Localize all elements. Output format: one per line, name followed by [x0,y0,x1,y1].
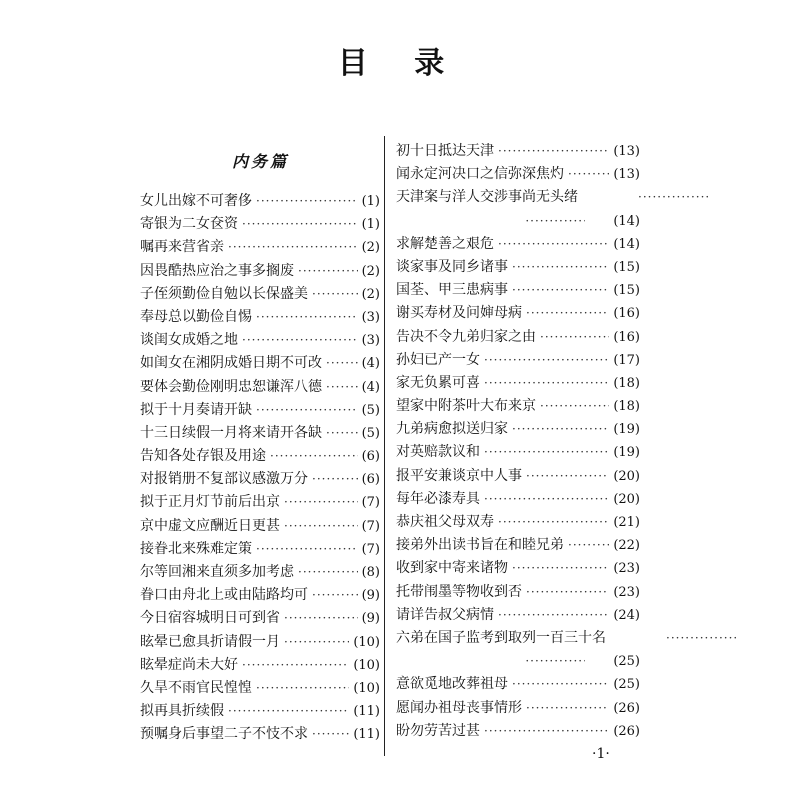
toc-entry-page: (26) [613,700,640,716]
toc-entry [396,534,640,557]
toc-entry-page: (16) [613,306,640,322]
toc-leader-dots [312,468,358,491]
toc-entry-title: 盼勿劳苦过甚 [396,722,480,739]
toc-entry-title: 久旱不雨官民惶惶 [140,679,252,696]
toc-entry-page: (22) [613,538,640,554]
toc-entry [140,654,380,677]
toc-entry-title: 收到家中寄来诸物 [396,560,508,577]
toc-entry [140,723,380,746]
toc-entry-title: 求解楚善之艰危 [396,235,494,252]
section-heading: 内务篇 [232,152,290,171]
toc-entry-title: 拟再具折续假 [140,703,224,720]
toc-entry-title: 拟于正月灯节前后出京 [140,494,280,511]
toc-right-column [396,140,640,743]
toc-entry [396,488,640,511]
toc-entry-title: 天津案与洋人交涉事尚无头绪 [396,189,578,206]
page-number: ·1· [592,746,610,762]
toc-entry-title: 意欲觅地改葬祖母 [396,676,508,693]
toc-leader-dots [312,723,349,746]
toc-entry-page: (7) [361,541,380,557]
toc-entry [140,376,380,399]
toc-entry-title: 报平安兼谈京中人事 [396,467,522,484]
toc-entry [140,631,380,654]
toc-entry-title: 对报销册不复部议感激万分 [140,471,308,488]
toc-entry [140,283,380,306]
toc-entry-page: (14) [613,236,640,252]
toc-leader-dots [540,326,609,349]
toc-entry-page: (25) [613,654,640,670]
toc-entry-page: (24) [613,607,640,623]
toc-entry-page: (11) [353,704,380,720]
toc-left-column [140,190,380,747]
toc-entry-title: 子侄须勤俭自勉以长保盛美 [140,285,308,302]
toc-entry-page: (26) [613,723,640,739]
toc-entry-title: 闻永定河决口之信弥深焦灼 [396,166,564,183]
toc-entry-page: (14) [613,213,640,229]
toc-entry-page: (16) [613,329,640,345]
toc-entry-title: 请详告叔父病情 [396,606,494,623]
toc-entry-title: 眩晕症尚未大好 [140,656,238,673]
toc-leader-dots [256,399,358,422]
toc-leader-dots [326,422,358,445]
toc-entry-page: (3) [361,333,380,349]
toc-entry-page: (1) [361,217,380,233]
toc-leader-dots [512,557,609,580]
toc-entry-page: (19) [613,422,640,438]
toc-entry-title: 孙妇已产一女 [396,351,480,368]
toc-leader-dots [512,673,609,696]
toc-entry-title: 女儿出嫁不可奢侈 [140,193,252,209]
toc-entry-title: 国荃、甲三患病事 [396,282,508,299]
toc-leader-dots [540,395,609,418]
toc-entry-title: 如闺女在湘阴成婚日期不可改 [140,355,322,372]
toc-entry-page: (23) [613,561,640,577]
toc-entry-page: (8) [361,565,380,580]
toc-leader-dots [326,352,358,375]
toc-entry [396,186,640,209]
toc-leader-dots [242,654,349,677]
toc-entry-title: 托带闱墨等物收到否 [396,583,522,600]
toc-entry [396,581,640,604]
toc-entry [140,677,380,700]
toc-entry-title: 十三日续假一月将来请开各缺 [140,424,322,441]
toc-leader-dots [638,186,708,209]
toc-entry-title: 谢买寿材及问婶母病 [396,305,522,322]
toc-entry-page: (21) [613,515,640,530]
toc-entry [396,418,640,441]
toc-entry-title: 告知各处存银及用途 [140,448,266,465]
toc-entry-title: 九弟病愈拟送归家 [396,421,508,438]
toc-leader-dots [525,210,585,233]
toc-entry-page: (4) [361,356,380,372]
toc-entry-page: (17) [613,352,640,368]
toc-leader-dots [498,233,609,256]
toc-entry-page: (2) [361,240,380,256]
toc-entry [396,372,640,395]
toc-leader-dots [498,604,609,627]
toc-leader-dots [256,306,358,329]
toc-entry-title: 每年必漆寿具 [396,490,480,507]
toc-entry-title: 初十日抵达天津 [396,143,494,159]
toc-leader-dots [568,163,609,186]
toc-entry-page: (19) [613,445,640,461]
toc-leader-dots [284,515,358,538]
toc-leader-dots [284,491,358,514]
toc-entry-page: (10) [353,680,380,696]
toc-entry-title: 奉母总以勤俭自惕 [140,308,252,325]
column-divider [384,136,385,756]
toc-leader-dots [526,302,609,325]
toc-leader-dots [298,260,358,283]
toc-entry [396,720,640,743]
toc-entry-page: (15) [613,259,640,275]
toc-entry-page: (25) [613,677,640,693]
toc-entry-title: 京中虚文应酬近日更甚 [140,517,280,534]
toc-entry [396,233,640,256]
toc-entry-title: 谈家事及同乡诸事 [396,258,508,275]
toc-entry-page: (3) [361,309,380,325]
toc-entry-title: 接弟外出读书旨在和睦兄弟 [396,537,564,554]
toc-leader-dots [484,372,609,395]
toc-entry-page: (18) [613,399,640,415]
toc-entry-page: (5) [361,425,380,441]
toc-entry-page: (18) [613,375,640,391]
toc-entry [140,190,380,213]
toc-leader-dots [512,256,609,279]
toc-entry-page: (20) [613,468,640,484]
toc-entry [396,256,640,279]
toc-entry-title: 寄银为二女奁资 [140,216,238,233]
toc-entry-page: (1) [361,194,380,209]
toc-leader-dots [526,465,609,488]
toc-entry-title: 六弟在国子监考到取列一百三十名 [396,629,606,646]
toc-entry [140,260,380,283]
toc-entry [140,236,380,259]
toc-entry-title: 要体会勤俭刚明忠恕谦浑八德 [140,378,322,395]
toc-entry [396,441,640,464]
toc-leader-dots [498,511,609,534]
toc-entry [396,302,640,325]
toc-entry [140,468,380,491]
toc-entry-page: (23) [613,584,640,600]
toc-entry-title: 恭庆祖父母双寿 [396,514,494,530]
toc-leader-dots [228,700,349,723]
toc-entry [140,491,380,514]
toc-leader-dots [484,720,609,743]
toc-entry [396,465,640,488]
toc-entry [396,604,640,627]
toc-entry [140,607,380,630]
toc-entry-page: (7) [361,495,380,511]
toc-leader-dots [512,418,609,441]
toc-entry [396,349,640,372]
toc-entry-page: (10) [353,657,380,673]
toc-leader-dots [256,190,358,213]
toc-entry [396,697,640,720]
toc-entry-page: (15) [613,283,640,299]
toc-leader-dots [326,376,358,399]
toc-entry [396,395,640,418]
toc-leader-dots [526,581,609,604]
toc-entry-title: 愿闻办祖母丧事情形 [396,699,522,716]
toc-entry-page: (6) [361,449,380,465]
toc-leader-dots [298,561,358,584]
toc-entry [396,511,640,534]
toc-entry [140,584,380,607]
toc-leader-dots [525,650,585,673]
toc-leader-dots [484,349,609,372]
toc-entry-page: (10) [353,634,380,650]
toc-entry [140,399,380,422]
toc-leader-dots [498,140,609,163]
toc-leader-dots [242,213,358,236]
toc-entry [140,352,380,375]
toc-leader-dots [568,534,609,557]
toc-entry [140,329,380,352]
toc-entry-page: (7) [361,518,380,534]
toc-leader-dots [284,607,358,630]
toc-entry-page: (2) [361,263,380,279]
page-title: 目 录 [337,46,463,81]
toc-entry-title: 今日宿容城明日可到省 [140,610,280,627]
toc-leader-dots [228,236,358,259]
toc-entry-page: (9) [361,588,380,604]
toc-entry-title: 眩晕已愈具折请假一月 [140,633,280,650]
toc-leader-dots [242,329,358,352]
toc-leader-dots [284,631,349,654]
toc-entry [140,700,380,723]
toc-entry-page: (11) [353,727,380,743]
toc-entry-page: (9) [361,611,380,627]
toc-entry [396,673,640,696]
toc-leader-dots [270,445,358,468]
toc-entry-title: 对英赔款议和 [396,444,480,461]
toc-entry-title: 因畏酷热应治之事多搁废 [140,262,294,279]
toc-entry [396,163,640,186]
toc-entry-title: 家无负累可喜 [396,374,480,391]
toc-leader-dots [256,538,358,561]
toc-leader-dots [312,584,358,607]
toc-entry [396,140,640,163]
toc-entry-title: 接眷北来殊难定策 [140,540,252,557]
toc-entry-title: 拟于十月奏请开缺 [140,401,252,418]
toc-entry-title: 眷口由舟北上或由陆路均可 [140,587,308,604]
toc-entry-title: 嘱再来营省亲 [140,239,224,256]
toc-leader-dots [526,697,609,720]
toc-entry-title: 预嘱身后事望二子不忮不求 [140,726,308,743]
toc-entry-title: 谈闺女成婚之地 [140,332,238,349]
toc-entry-page: (20) [613,491,640,507]
toc-leader-dots [666,627,736,650]
toc-entry-page: (5) [361,402,380,418]
toc-entry [396,210,640,233]
toc-entry [140,213,380,236]
toc-entry [396,326,640,349]
toc-entry-title: 望家中附茶叶大布来京 [396,398,536,415]
toc-leader-dots [312,283,358,306]
toc-leader-dots [512,279,609,302]
toc-entry-title: 告决不令九弟归家之由 [396,328,536,345]
toc-entry-page: (4) [361,379,380,395]
toc-entry [396,557,640,580]
toc-entry [396,650,640,673]
toc-entry-page: (13) [613,144,640,159]
toc-leader-dots [256,677,349,700]
toc-entry-title: 尔等回湘来直须多加考虑 [140,564,294,580]
toc-leader-dots [484,488,609,511]
toc-entry [140,515,380,538]
toc-entry [140,306,380,329]
toc-entry [396,627,640,650]
toc-entry-page: (13) [613,167,640,183]
toc-leader-dots [484,441,609,464]
toc-entry-page: (2) [361,286,380,302]
toc-entry [140,422,380,445]
toc-entry [396,279,640,302]
toc-entry [140,538,380,561]
toc-entry-page: (6) [361,472,380,488]
toc-entry [140,445,380,468]
toc-entry [140,561,380,584]
